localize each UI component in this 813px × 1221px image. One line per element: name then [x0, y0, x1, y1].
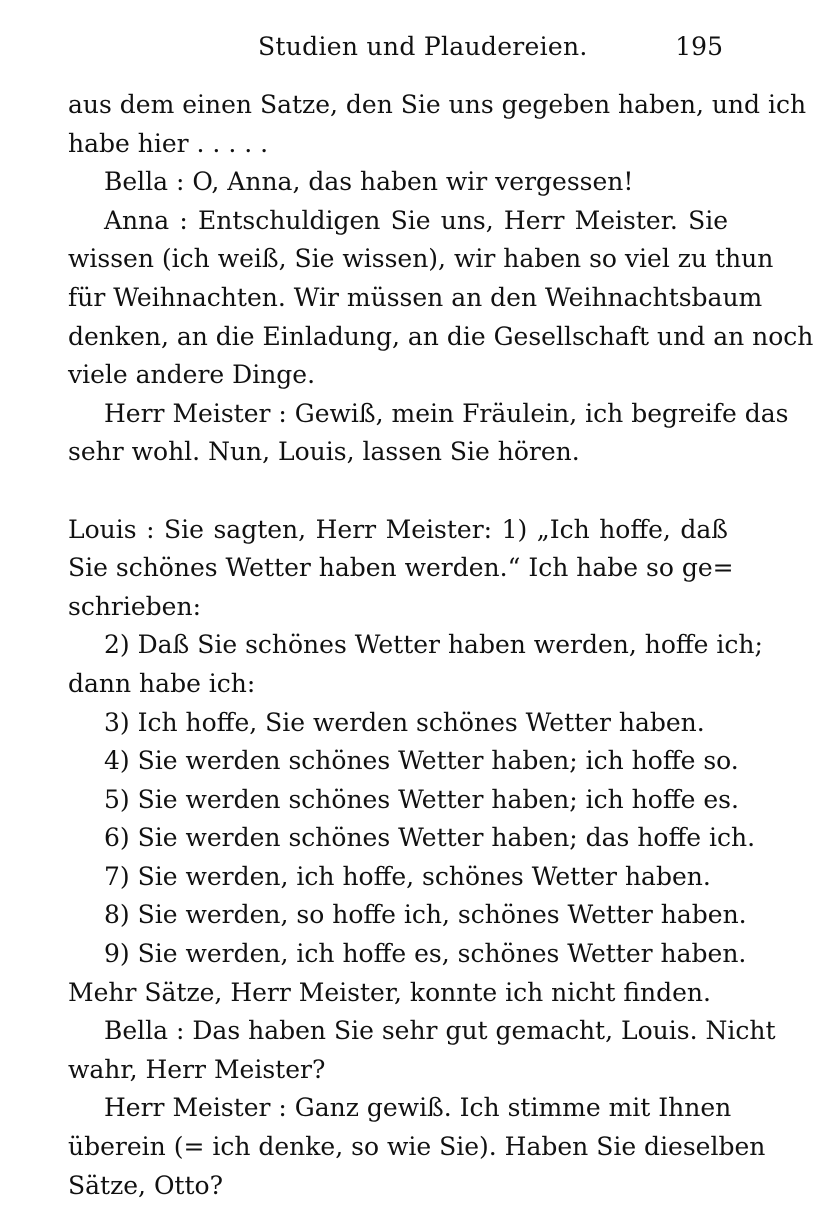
numbered-sentence: 3) Ich hoffe, Sie werden schönes Wetter haben. [104, 707, 705, 737]
text-line: aus dem einen Satze, den Sie uns gegeben haben, und ich [68, 90, 807, 119]
text-line: Sätze, Otto? [68, 1170, 223, 1200]
text-line: dann habe ich: [68, 668, 256, 698]
text-line: viele andere Dinge. [68, 360, 316, 390]
numbered-sentence: 8) Sie werden, so hoffe ich, schönes Wetter haben. [104, 900, 747, 930]
numbered-sentence: 9) Sie werden, ich hoffe es, schönes Wetter haben. [104, 939, 747, 969]
text-line: Sie schönes Wetter haben werden.“ Ich habe so ge= [68, 553, 734, 583]
text-line: schrieben: [68, 591, 201, 621]
paragraph-spacer [68, 472, 728, 511]
dialogue-line-herr-meister: Herr Meister : Gewiß, mein Fräulein, ich begreife das [104, 398, 789, 428]
text-line: denken, an die Einladung, an die Gesellschaft und an noch [68, 321, 813, 351]
text-line: überein (= ich denke, so wie Sie). Haben Sie dieselben [68, 1132, 766, 1162]
text-line: wissen (ich weiß, Sie wissen), wir haben so viel zu thun [68, 244, 774, 274]
text-line: wahr, Herr Meister? [68, 1054, 326, 1084]
page-header [68, 30, 723, 64]
numbered-sentence: 2) Daß Sie schönes Wetter haben werden, hoffe ich; [104, 630, 763, 660]
text-line: habe hier . . . . . [68, 128, 269, 158]
dialogue-line-anna: Anna : Entschuldigen Sie uns, Herr Meister. Sie [104, 205, 728, 235]
dialogue-line-louis: Louis : Sie sagten, Herr Meister: 1) „Ich hoffe, daß [68, 514, 728, 544]
page-number: 195 [675, 32, 723, 61]
dialogue-line-herr-meister: Herr Meister : Ganz gewiß. Ich stimme mit Ihnen [104, 1093, 732, 1123]
numbered-sentence: 4) Sie werden schönes Wetter haben; ich hoffe so. [104, 746, 739, 776]
numbered-sentence: 6) Sie werden schönes Wetter haben; das hoffe ich. [104, 823, 756, 853]
numbered-sentence: 7) Sie werden, ich hoffe, schönes Wetter haben. [104, 861, 711, 891]
dialogue-line-bella: Bella : O, Anna, das haben wir vergessen! [104, 167, 634, 197]
running-title: Studien und Plaudereien. [258, 32, 588, 61]
text-line: sehr wohl. Nun, Louis, lassen Sie hören. [68, 437, 580, 467]
text-line: für Weihnachten. Wir müssen an den Weihnachtsbaum [68, 282, 763, 312]
dialogue-line-bella: Bella : Das haben Sie sehr gut gemacht, Louis. Nicht [104, 1016, 776, 1046]
numbered-sentence: 5) Sie werden schönes Wetter haben; ich hoffe es. [104, 784, 739, 814]
body-text [68, 86, 813, 1205]
text-line: Mehr Sätze, Herr Meister, konnte ich nicht finden. [68, 977, 711, 1007]
